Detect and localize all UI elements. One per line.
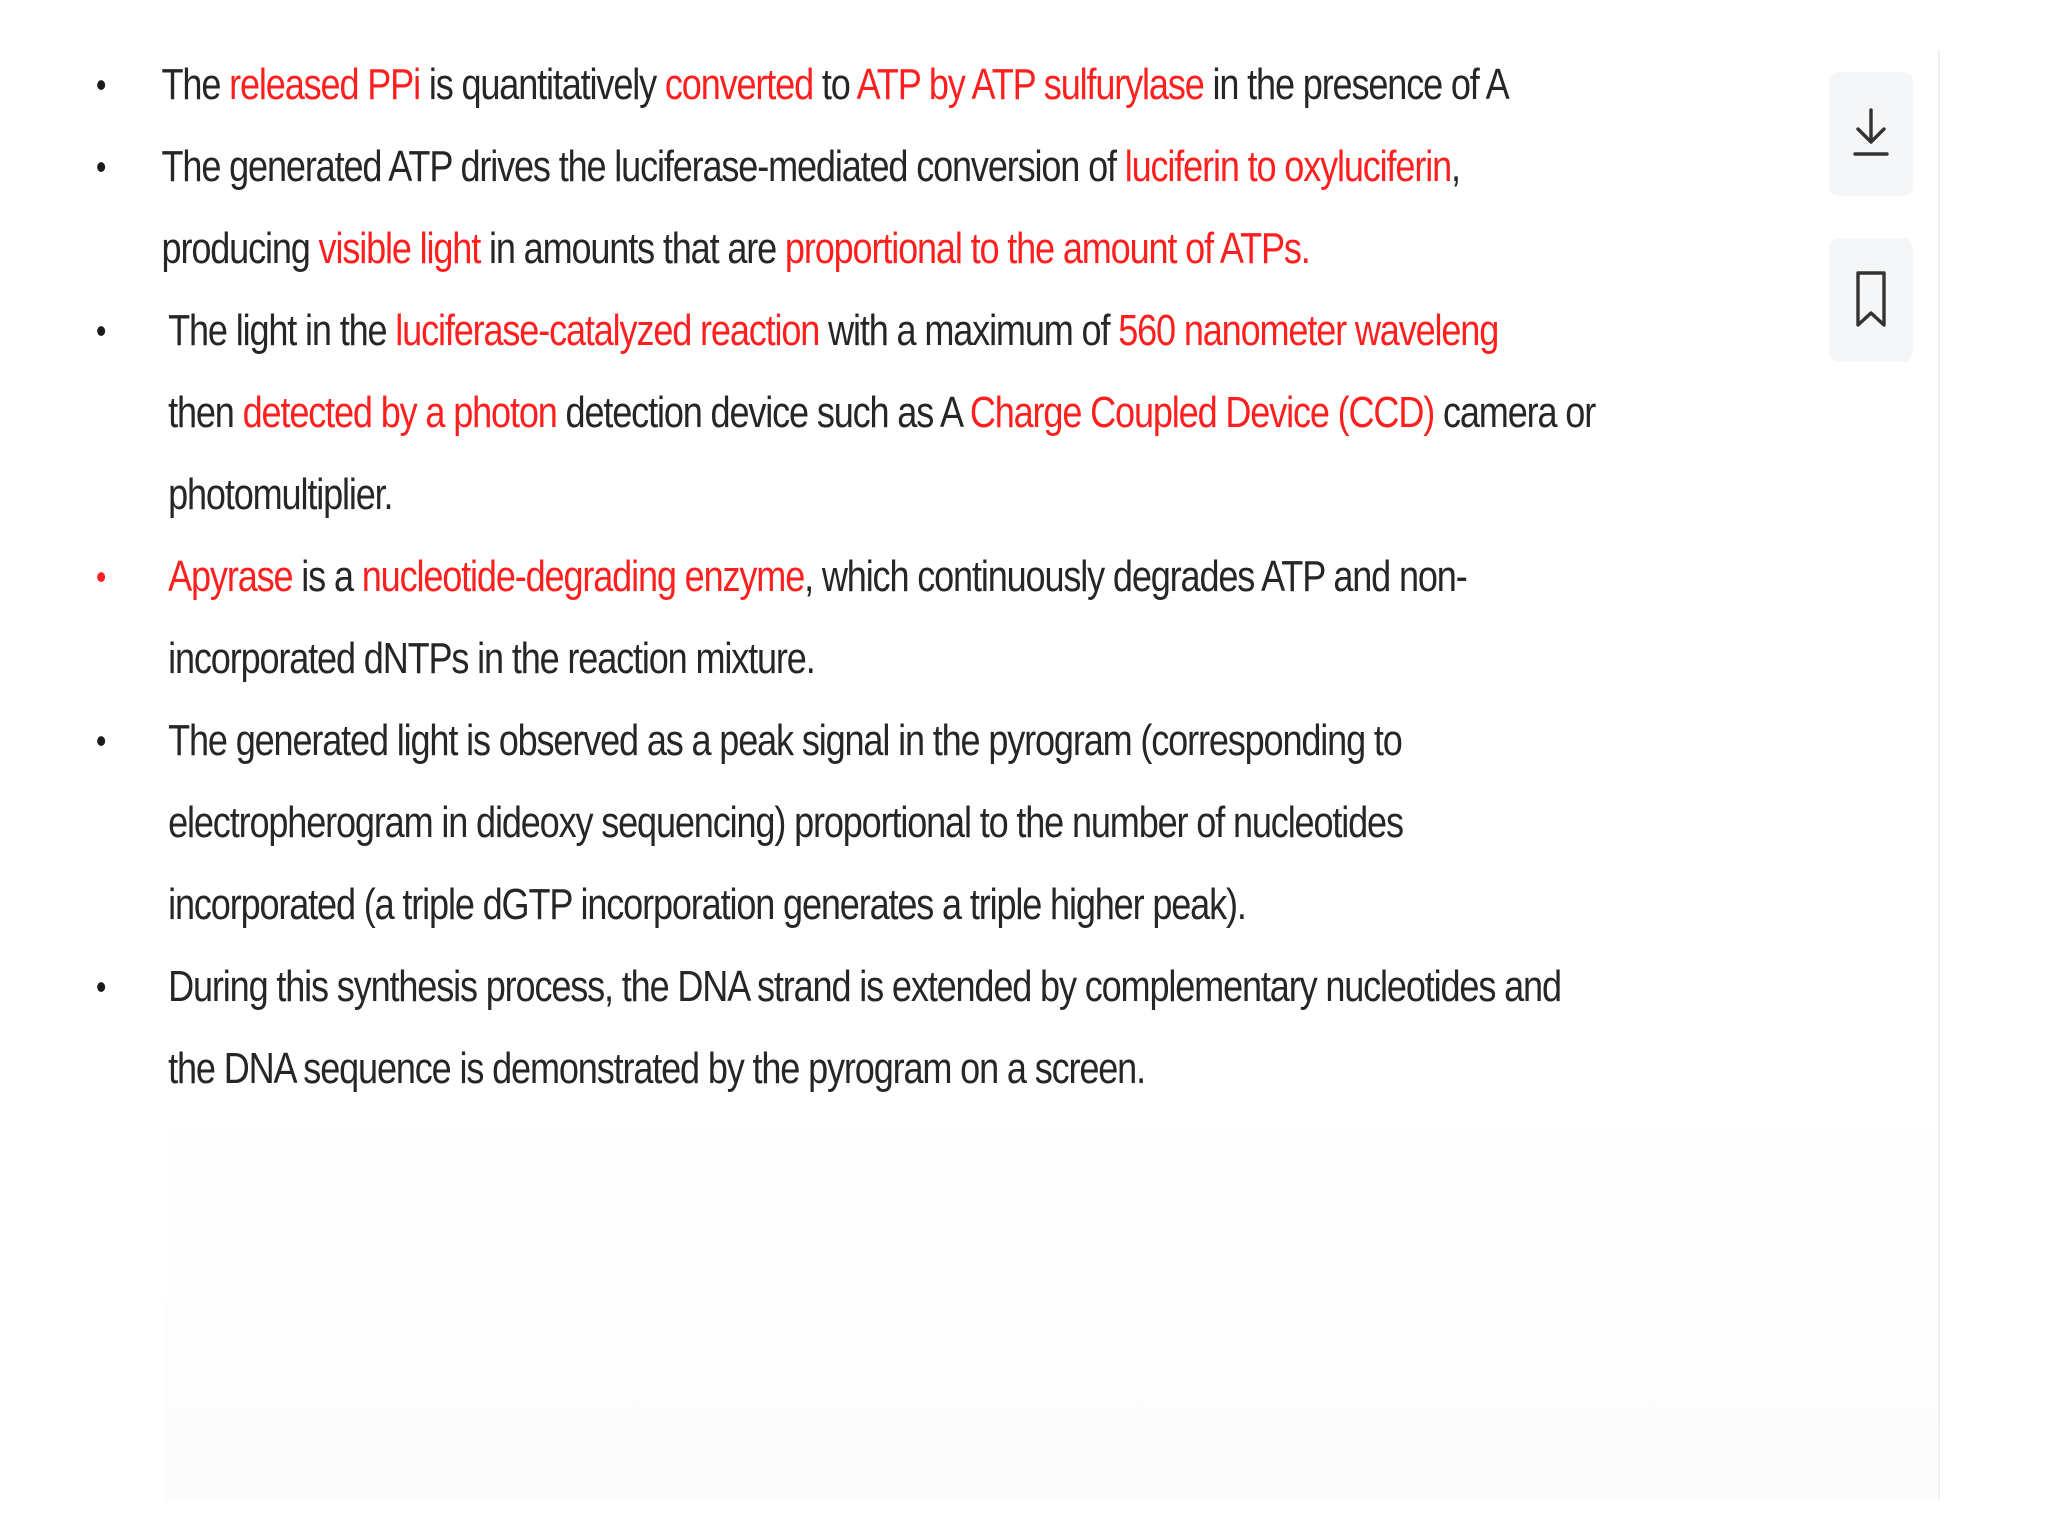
highlight-span: detected by a photon xyxy=(242,388,557,437)
bullet-line xyxy=(168,782,1591,864)
text-span: in the presence of A xyxy=(1203,60,1509,109)
highlight-span: nucleotide-degrading enzyme xyxy=(361,552,805,601)
highlight-span: converted xyxy=(664,60,814,109)
text-span: During this synthesis process, the DNA strand is extended by complementary nucleotides and xyxy=(168,962,1561,1011)
text-span: the DNA sequence is demonstrated by the pyrogram on a screen. xyxy=(168,1044,1145,1093)
slide-background xyxy=(165,1080,1940,1500)
bullet-dna-sequence xyxy=(0,946,1591,1110)
text-span: The xyxy=(161,60,230,109)
download-icon xyxy=(1847,104,1895,164)
highlight-span: ATP by ATP sulfurylase xyxy=(856,60,1204,109)
highlight-span: luciferin to oxyluciferin xyxy=(1124,142,1452,191)
text-span: , which continuously degrades ATP and non- xyxy=(804,552,1467,601)
text-span: incorporated dNTPs in the reaction mixture. xyxy=(168,634,815,683)
panel-divider xyxy=(1938,50,1940,1500)
bullet-line xyxy=(168,618,1591,700)
highlight-span: luciferase-catalyzed reaction xyxy=(395,306,820,355)
text-span: , xyxy=(1451,142,1460,191)
text-span: photomultiplier. xyxy=(168,470,393,519)
bullet-line xyxy=(168,946,1591,1028)
text-span: is a xyxy=(292,552,362,601)
bookmark-button[interactable] xyxy=(1829,238,1913,362)
bullet-line xyxy=(168,1028,1591,1110)
text-span: producing xyxy=(161,224,319,273)
highlight-span: Charge Coupled Device (CCD) xyxy=(969,388,1435,437)
text-span: incorporated (a triple dGTP incorporation generates a triple higher peak). xyxy=(168,880,1246,929)
bullet-dot: • xyxy=(95,966,106,1007)
text-span: camera or xyxy=(1434,388,1596,437)
text-span: is quantitatively xyxy=(419,60,665,109)
text-span: The generated ATP drives the luciferase-mediated conversion of xyxy=(161,142,1125,191)
highlight-span: released PPi xyxy=(229,60,420,109)
highlight-span: proportional to the amount of ATPs. xyxy=(784,224,1310,273)
bullet-photon-detection xyxy=(0,290,1596,536)
bullet-luciferase-light xyxy=(0,126,1591,290)
bullet-apyrase xyxy=(0,536,1591,700)
highlight-span: Apyrase xyxy=(168,552,293,601)
bullet-line xyxy=(162,208,1591,290)
text-span: The generated light is observed as a peak signal in the pyrogram (corresponding to xyxy=(168,716,1402,765)
bullet-dot-red: • xyxy=(95,556,106,597)
download-button[interactable] xyxy=(1829,72,1913,196)
bullet-ppi-conversion xyxy=(0,44,1591,126)
text-span: then xyxy=(168,388,243,437)
bullet-dot: • xyxy=(95,64,106,105)
text-span: to xyxy=(813,60,857,109)
bullet-line xyxy=(168,372,1596,454)
bullet-line xyxy=(168,864,1591,946)
bullet-line xyxy=(168,290,1591,372)
text-span: in amounts that are xyxy=(480,224,785,273)
bullet-dot: • xyxy=(95,146,106,187)
highlight-span: 560 nanometer waveleng xyxy=(1118,306,1499,355)
bullet-pyrogram-peak xyxy=(0,700,1591,946)
text-span: with a maximum of xyxy=(819,306,1119,355)
text-span: detection device such as A xyxy=(556,388,970,437)
bullet-dot: • xyxy=(95,310,106,351)
bullet-line xyxy=(168,536,1591,618)
text-span: The light in the xyxy=(168,306,396,355)
bookmark-icon xyxy=(1851,268,1891,332)
bullet-dot: • xyxy=(95,720,106,761)
slide-bullet-list xyxy=(0,44,1596,1110)
bullet-line xyxy=(162,44,1591,126)
highlight-span: visible light xyxy=(318,224,481,273)
text-span: electropherogram in dideoxy sequencing) proportional to the number of nucleotides xyxy=(168,798,1403,847)
bullet-line xyxy=(162,126,1591,208)
bullet-line xyxy=(168,700,1591,782)
bullet-line xyxy=(168,454,1591,536)
